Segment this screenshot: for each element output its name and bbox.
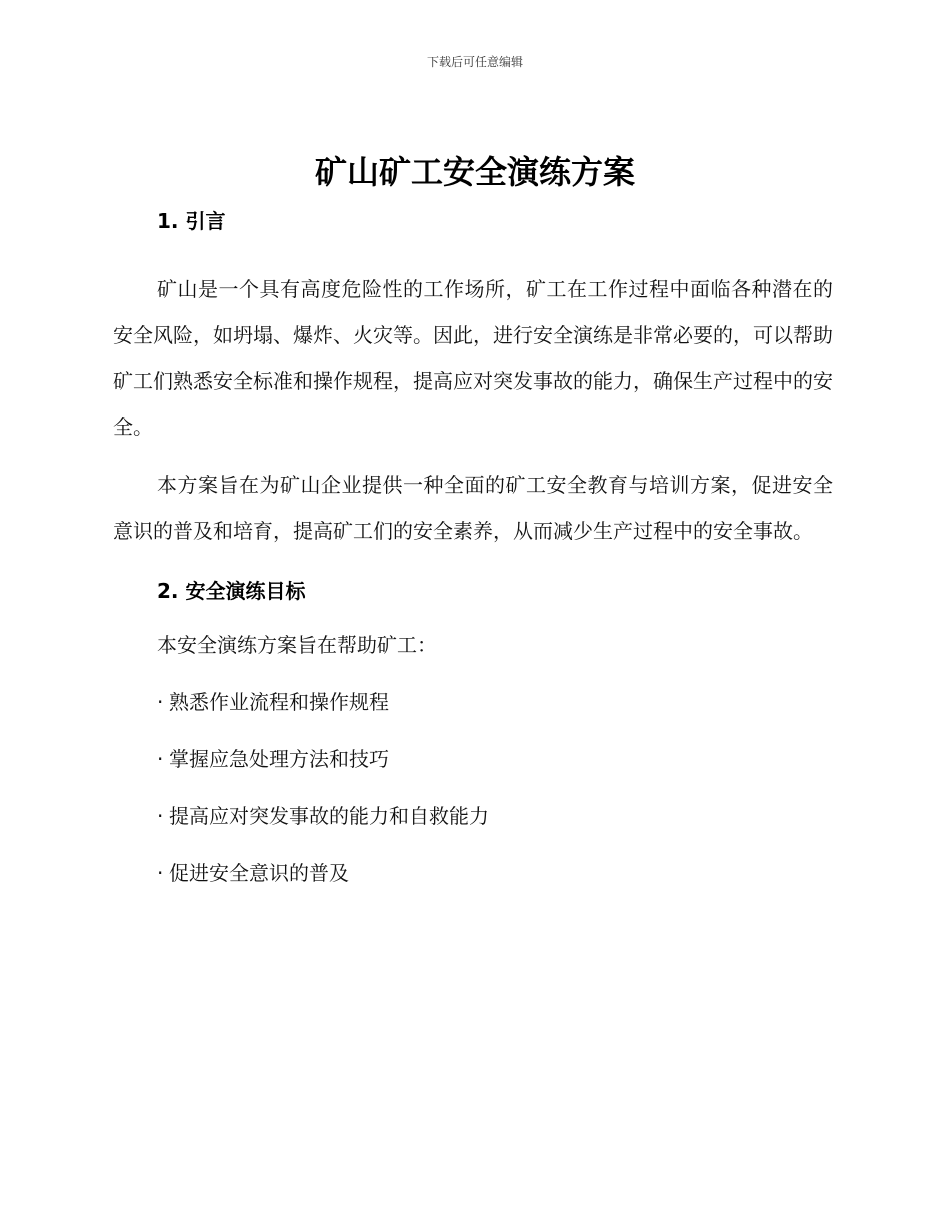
- section-introduction: [113, 204, 833, 554]
- document-body: [113, 204, 833, 913]
- bullet-dot-icon: ·: [157, 861, 164, 885]
- bullet-list: [157, 685, 833, 890]
- list-item: [157, 742, 833, 776]
- bullet-intro: 本安全演练方案旨在帮助矿工：: [157, 633, 437, 657]
- header-note: 下载后可任意编辑: [426, 55, 523, 69]
- section-heading: 2. 安全演练目标: [157, 579, 306, 603]
- list-item-text: 熟悉作业流程和操作规程: [169, 690, 389, 714]
- document-title: 矿山矿工安全演练方案: [314, 153, 635, 191]
- paragraph: 本方案旨在为矿山企业提供一种全面的矿工安全教育与培训方案，促进安全意识的普及和培育，提高矿工们的安全素养，从而减少生产过程中的安全事故。: [113, 473, 833, 543]
- section-heading: 1. 引言: [157, 209, 226, 233]
- list-item: [157, 856, 833, 890]
- section-drill-goals: [113, 574, 833, 890]
- bullet-dot-icon: ·: [157, 747, 164, 771]
- bullet-dot-icon: ·: [157, 804, 164, 828]
- list-item-text: 掌握应急处理方法和技巧: [169, 747, 389, 771]
- list-item: [157, 799, 833, 833]
- paragraph: 矿山是一个具有高度危险性的工作场所，矿工在工作过程中面临各种潜在的安全风险，如坍塌、爆炸、火灾等。因此，进行安全演练是非常必要的，可以帮助矿工们熟悉安全标准和操作规程，提高应对突发事故的能力，确保生产过程中的安全。: [113, 277, 833, 439]
- bullet-dot-icon: ·: [157, 690, 164, 714]
- list-item: [157, 685, 833, 719]
- list-item-text: 促进安全意识的普及: [169, 861, 349, 885]
- list-item-text: 提高应对突发事故的能力和自救能力: [169, 804, 489, 828]
